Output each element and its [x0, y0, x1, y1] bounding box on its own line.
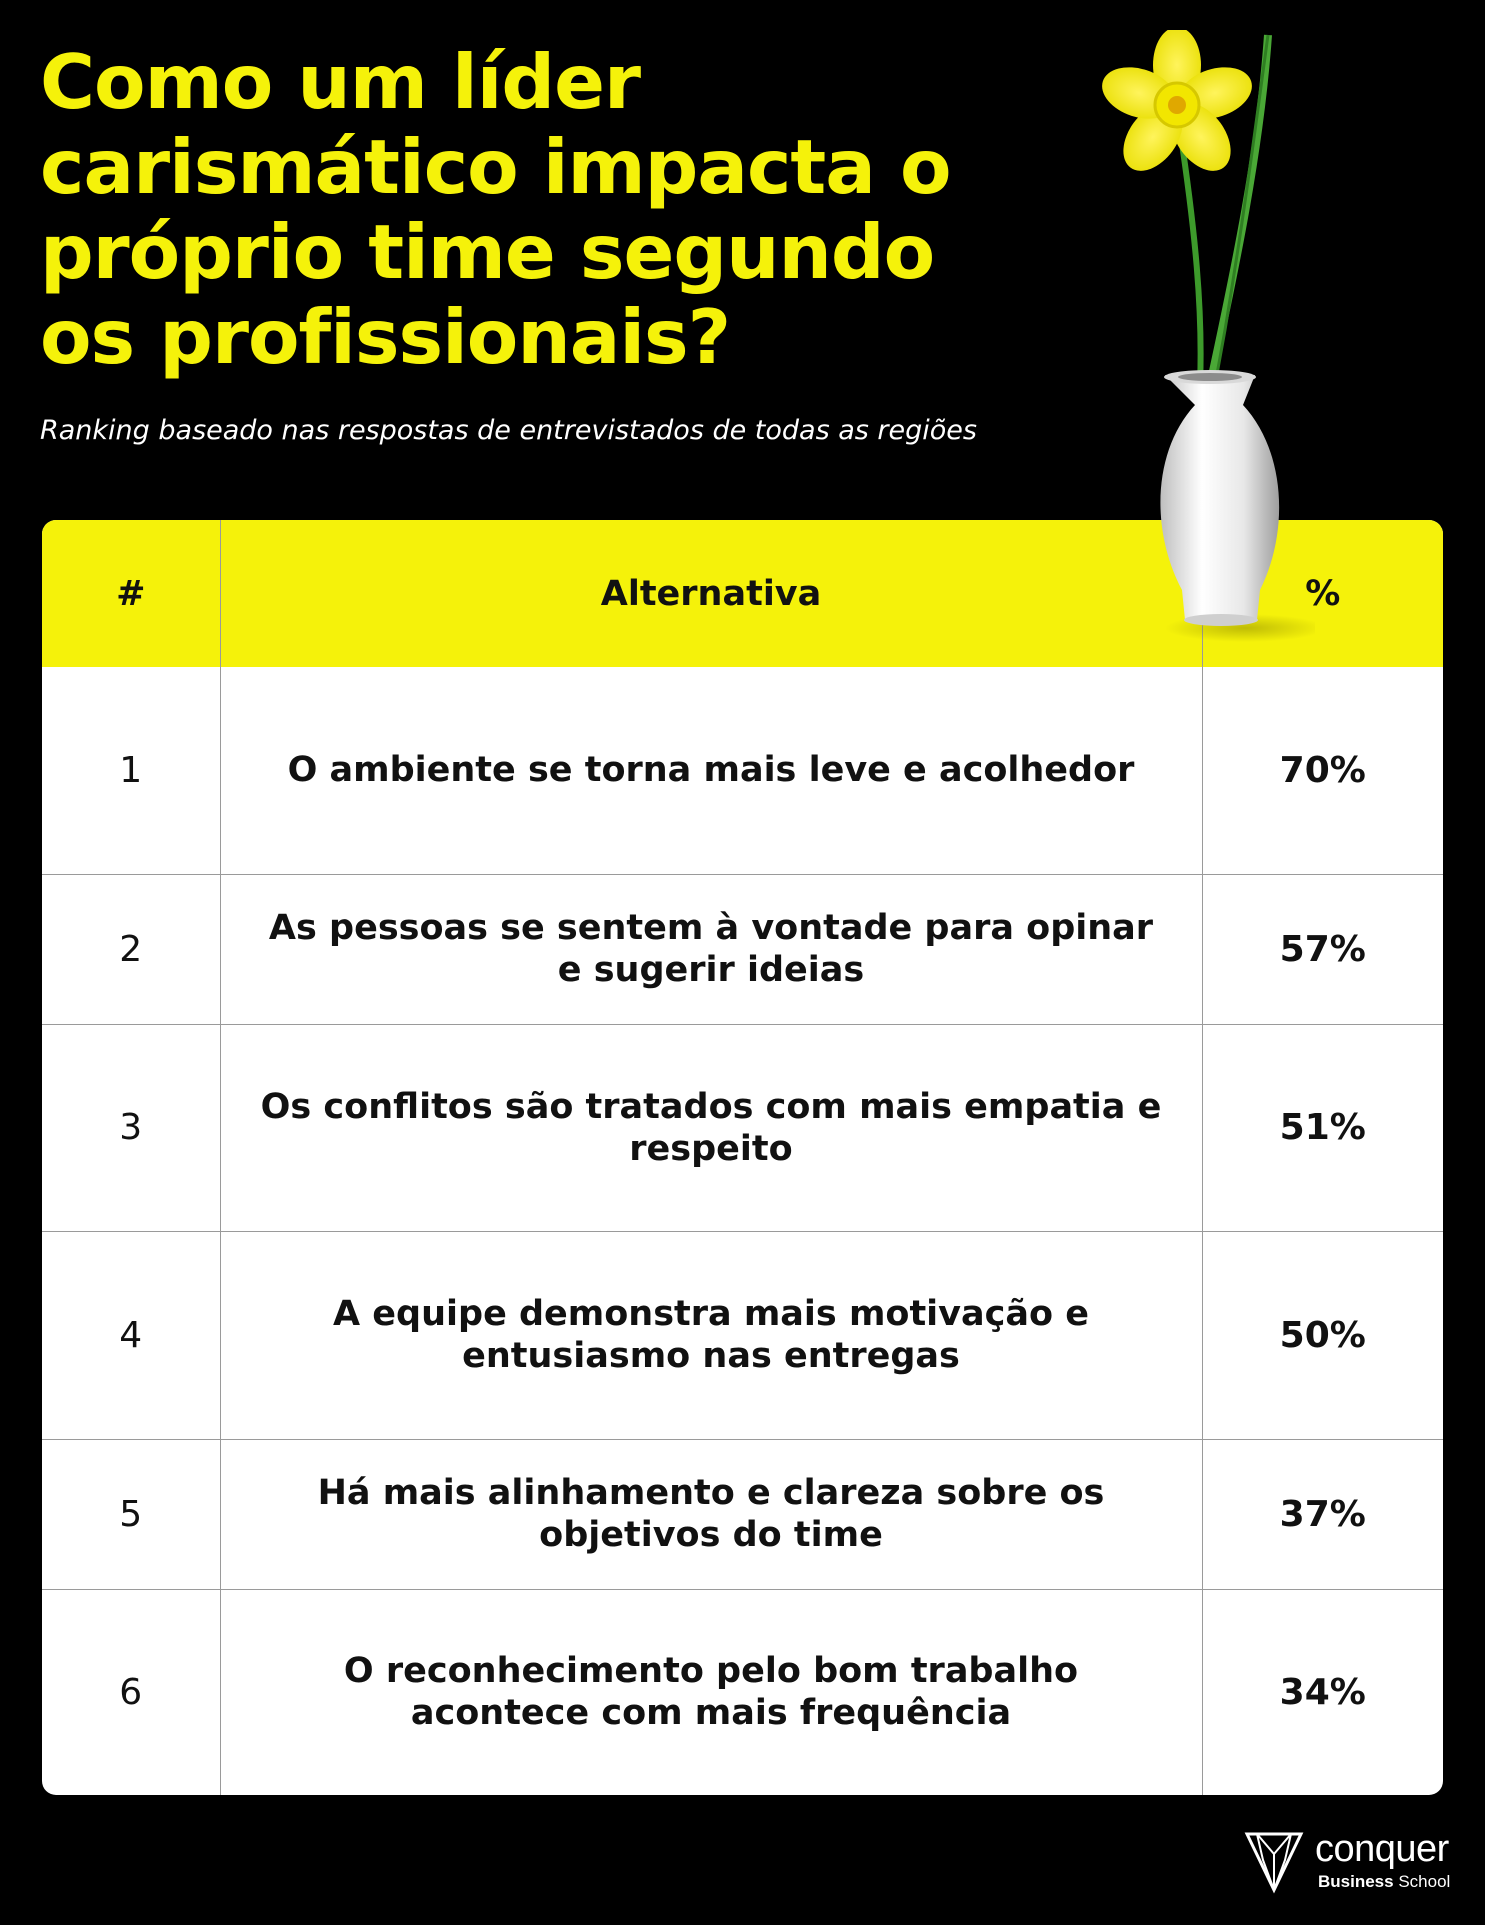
daffodil-vase-illustration	[1085, 30, 1315, 650]
ranking-table	[42, 520, 1443, 1795]
percent-cell: 51%	[1202, 1024, 1443, 1231]
alternative-cell: Há mais alinhamento e clareza sobre os objetivos do time	[220, 1439, 1202, 1589]
logo-name: conquer	[1315, 1828, 1449, 1870]
table-row	[42, 1024, 1443, 1231]
rank-cell: 6	[42, 1589, 220, 1795]
conquer-logo-icon	[1243, 1830, 1305, 1894]
percent-cell: 34%	[1279, 1671, 1366, 1713]
table-row	[42, 667, 1443, 874]
table-row	[42, 1439, 1443, 1589]
subtitle: Ranking baseado nas respostas de entrevistados de todas as regiões	[40, 415, 977, 446]
column-header-rank: #	[42, 520, 220, 667]
percent-cell: 57%	[1202, 874, 1443, 1024]
alternative-cell: As pessoas se sentem à vontade para opinar e sugerir ideias	[220, 874, 1202, 1024]
alternative-cell: O ambiente se torna mais leve e acolhedor	[220, 667, 1202, 874]
percent-cell: 70%	[1202, 667, 1443, 874]
column-header-percent: %	[1305, 573, 1341, 614]
alternative-cell: A equipe demonstra mais motivação e entusiasmo nas entregas	[220, 1231, 1202, 1439]
rank-cell: 5	[42, 1439, 220, 1589]
table-row	[42, 1231, 1443, 1439]
percent-cell: 37%	[1202, 1439, 1443, 1589]
logo-sub-regular: School	[1393, 1872, 1451, 1891]
table-row	[42, 1589, 1443, 1795]
rank-cell: 3	[42, 1024, 220, 1231]
rank-cell: 2	[42, 874, 220, 1024]
column-header-alternative: Alternativa	[220, 520, 1202, 667]
alternative-cell: Os conflitos são tratados com mais empatia e respeito	[220, 1024, 1202, 1231]
rank-cell: 4	[42, 1231, 220, 1439]
conquer-logo	[1243, 1830, 1463, 1895]
logo-subtitle	[1318, 1872, 1450, 1892]
percent-cell: 50%	[1202, 1231, 1443, 1439]
rank-cell: 1	[42, 667, 220, 874]
alternative-cell: O reconhecimento pelo bom trabalho acontece com mais frequência	[220, 1589, 1202, 1795]
logo-sub-bold: Business	[1318, 1872, 1394, 1891]
table-row	[42, 874, 1443, 1024]
page-title: Como um líder carismático impacta o próprio time segundo os profissionais?	[40, 38, 951, 381]
